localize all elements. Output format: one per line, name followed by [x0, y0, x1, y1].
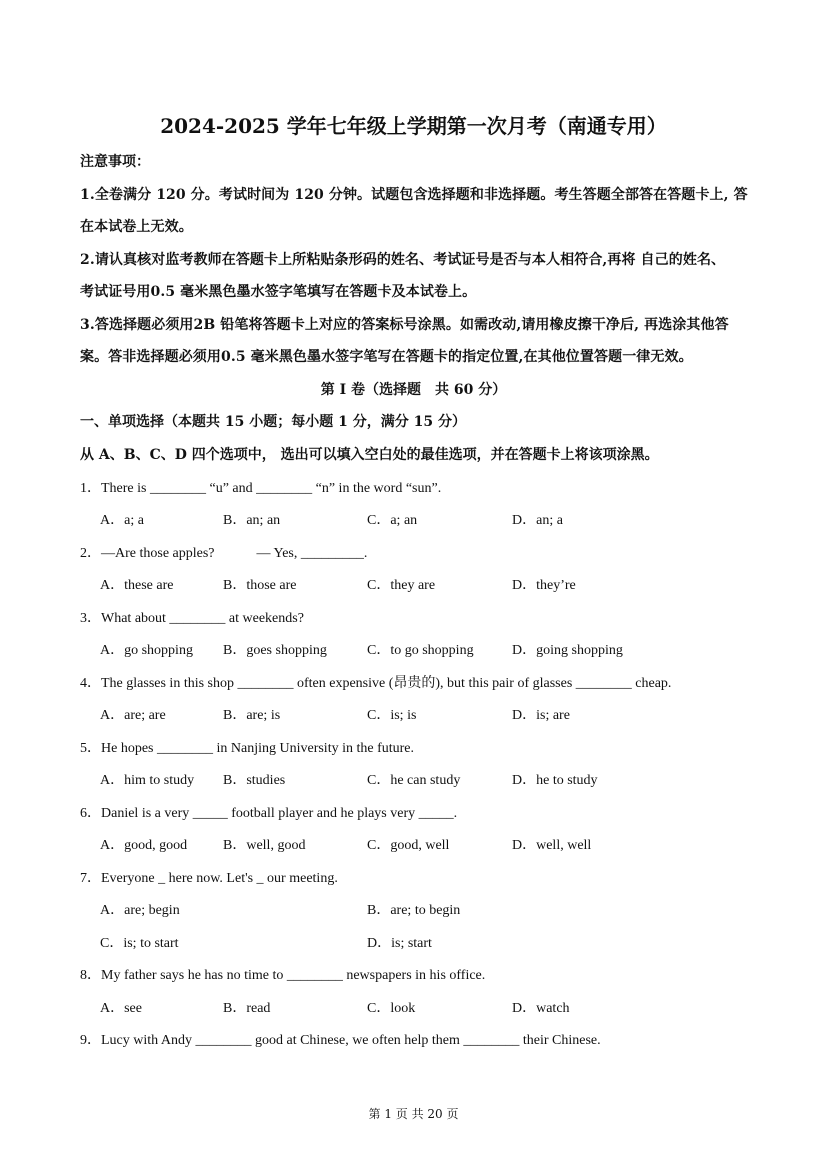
question-option: B．goes shopping — [223, 643, 327, 658]
question-option: C．a; an — [367, 513, 418, 528]
notice-heading: 注意事项： — [80, 154, 150, 170]
question-option: C．he can study — [367, 773, 461, 788]
question-option: C．is; to start — [100, 936, 179, 951]
notice-line: 2.请认真核对监考教师在答题卡上所粘贴条形码的姓名、考试证号是否与本人相符合,再将 自己的姓名、 — [80, 252, 726, 268]
notice-line: 案。答非选择题必须用0.5 毫米黑色墨水签字笔写在答题卡的指定位置,在其他位置答题一律无效。 — [80, 349, 693, 365]
question-stem: 5．He hopes ________ in Nanjing University in the future. — [80, 741, 415, 756]
question-option: D．they’re — [512, 578, 576, 593]
question-option: A．go shopping — [100, 643, 193, 658]
question-option: B．studies — [223, 773, 286, 788]
question-option: D．is; start — [367, 936, 432, 951]
notice-line: 考试证号用0.5 毫米黑色墨水签字笔填写在答题卡及本试卷上。 — [80, 284, 477, 300]
question-option: D．well, well — [512, 838, 592, 853]
question-stem: 8．My father says he has no time to ________ newspapers in his office. — [80, 968, 486, 983]
question-option: D．watch — [512, 1001, 570, 1016]
question-stem: 6．Daniel is a very _____ football player and he plays very _____. — [80, 806, 458, 821]
volume-heading: 第 I 卷（选择题 共 60 分） — [320, 382, 507, 398]
notice-line: 在本试卷上无效。 — [80, 219, 193, 235]
question-option: C．they are — [367, 578, 436, 593]
question-option: C．to go shopping — [367, 643, 474, 658]
question-option: C．look — [367, 1001, 416, 1016]
question-option: D．an; a — [512, 513, 563, 528]
question-option: A．a; a — [100, 513, 144, 528]
question-option: A．see — [100, 1001, 142, 1016]
question-option: C．is; is — [367, 708, 417, 723]
page-footer: 第 1 页 共 20 页 — [368, 1107, 459, 1121]
question-option: B．well, good — [223, 838, 306, 853]
part-instruction: 从 A、B、C、D 四个选项中， 选出可以填入空白处的最佳选项，并在答题卡上将该项涂黑。 — [80, 447, 659, 463]
part-heading: 一、单项选择（本题共 15 小题；每小题 1 分，满分 15 分） — [80, 414, 466, 430]
question-stem: 9．Lucy with Andy ________ good at Chinese, we often help them ________ their Chinese. — [80, 1033, 601, 1048]
question-option: C．good, well — [367, 838, 450, 853]
question-option: B．are; to begin — [367, 903, 461, 918]
question-option: A．good, good — [100, 838, 188, 853]
question-stem: 3．What about ________ at weekends? — [80, 611, 304, 626]
question-option: A．these are — [100, 578, 174, 593]
question-option: B．are; is — [223, 708, 281, 723]
question-option: D．is; are — [512, 708, 570, 723]
question-option: A．are; begin — [100, 903, 180, 918]
question-stem: 2．—Are those apples? — Yes, _________. — [80, 546, 368, 561]
question-option: B．read — [223, 1001, 271, 1016]
question-option: B．those are — [223, 578, 297, 593]
question-option: B．an; an — [223, 513, 281, 528]
question-stem: 7．Everyone _ here now. Let's _ our meeting. — [80, 871, 338, 886]
question-option: A．are; are — [100, 708, 166, 723]
question-stem: 1．There is ________ “u” and ________ “n” in the word “sun”. — [80, 481, 442, 496]
question-stem: 4．The glasses in this shop ________ often expensive (昂贵的), but this pair of glasses ________ cheap. — [80, 676, 672, 691]
notice-line: 3.答选择题必须用2B 铅笔将答题卡上对应的答案标号涂黑。如需改动,请用橡皮擦干净后, 再选涂其他答 — [80, 317, 729, 333]
question-option: A．him to study — [100, 773, 195, 788]
question-option: D．going shopping — [512, 643, 623, 658]
page-title: 2024-2025 学年七年级上学期第一次月考（南通专用） — [160, 114, 667, 138]
question-option: D．he to study — [512, 773, 598, 788]
notice-line: 1.全卷满分 120 分。考试时间为 120 分钟。试题包含选择题和非选择题。考生答题全部答在答题卡上, 答 — [80, 187, 748, 203]
